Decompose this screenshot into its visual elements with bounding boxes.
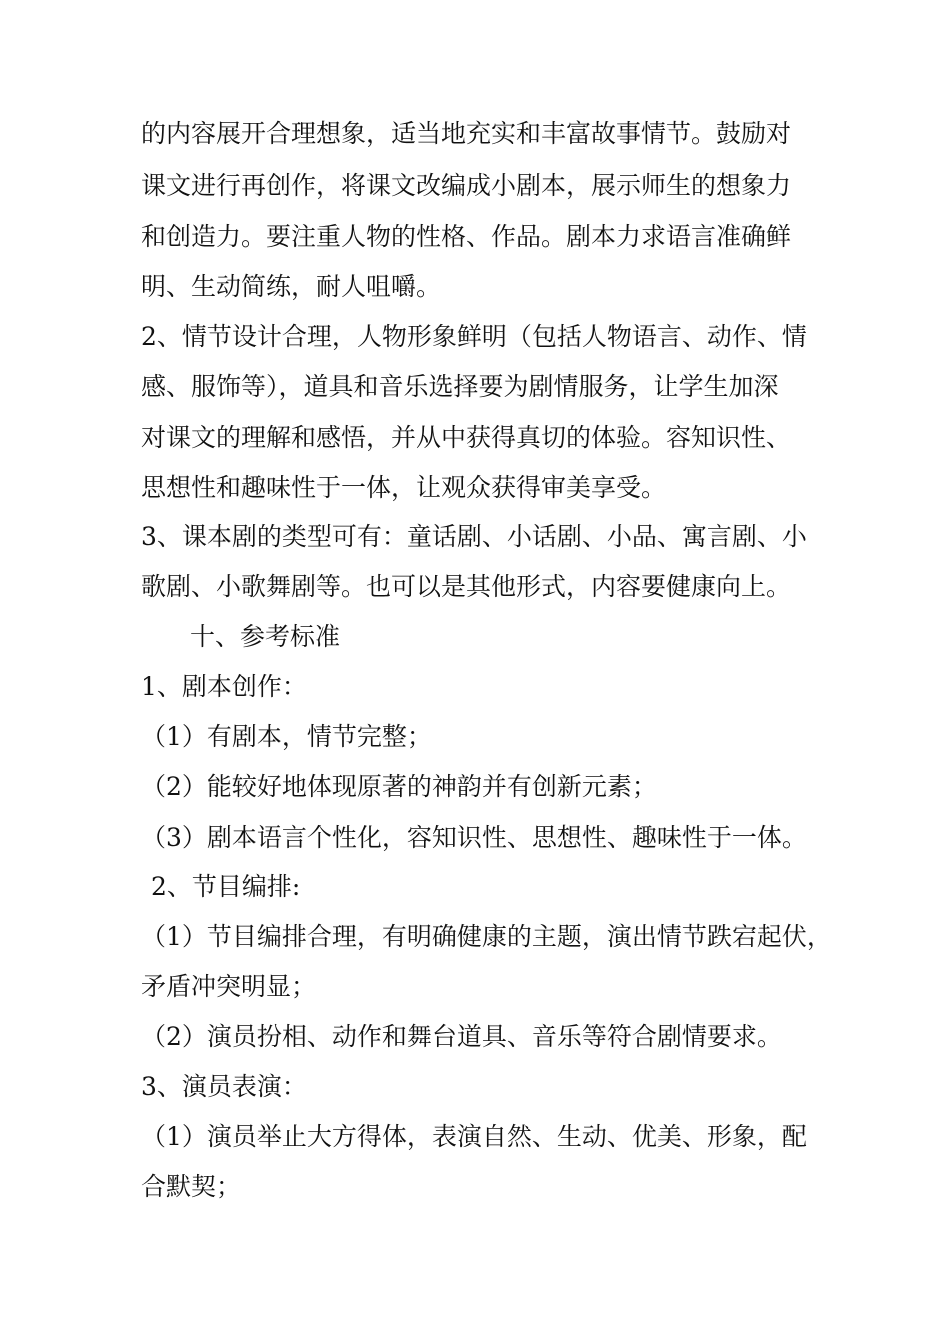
text-line: 的内容展开合理想象，适当地充实和丰富故事情节。鼓励对 — [141, 119, 792, 148]
text-line: 思想性和趣味性于一体，让观众获得审美享受。 — [141, 473, 667, 502]
text-line: （1）节目编排合理，有明确健康的主题，演出情节跌宕起伏， — [141, 922, 832, 951]
text-line: 2、节目编排: — [151, 872, 301, 901]
text-line: （3）剧本语言个性化，容知识性、思想性、趣味性于一体。 — [141, 823, 807, 852]
text-line: 课文进行再创作，将课文改编成小剧本，展示师生的想象力 — [141, 171, 792, 200]
text-line: 3、课本剧的类型可有：童话剧、小话剧、小品、寓言剧、小 — [141, 522, 807, 551]
text-line: （2）演员扮相、动作和舞台道具、音乐等符合剧情要求。 — [141, 1022, 782, 1051]
text-line: 和创造力。要注重人物的性格、作品。剧本力求语言准确鲜 — [141, 222, 792, 251]
text-line: 歌剧、小歌舞剧等。也可以是其他形式，内容要健康向上。 — [141, 572, 792, 601]
text-line: （1）演员举止大方得体，表演自然、生动、优美、形象，配 — [141, 1122, 807, 1151]
text-line: 3、演员表演： — [141, 1072, 307, 1101]
text-line: 明、生动简练，耐人咀嚼。 — [141, 272, 442, 301]
text-line: 矛盾冲突明显； — [141, 972, 317, 1001]
text-line: 2、情节设计合理，人物形象鲜明（包括人物语言、动作、情 — [141, 322, 807, 351]
text-line: 1、剧本创作： — [141, 672, 307, 701]
text-line: 对课文的理解和感悟，并从中获得真切的体验。容知识性、 — [141, 423, 792, 452]
text-line: （2）能较好地体现原著的神韵并有创新元素； — [141, 772, 657, 801]
text-line: 合默契； — [141, 1172, 242, 1201]
section-heading: 十、参考标准 — [190, 622, 341, 651]
text-line: （1）有剧本，情节完整； — [141, 722, 432, 751]
text-line: 感、服饰等），道具和音乐选择要为剧情服务，让学生加深 — [141, 372, 779, 401]
